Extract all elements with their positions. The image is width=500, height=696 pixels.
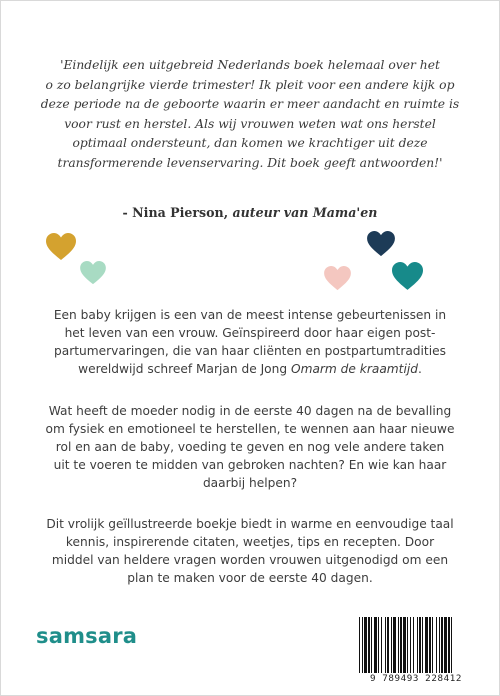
barcode-bar (413, 617, 414, 673)
heart-shape (367, 231, 395, 256)
publisher-logo: samsara (36, 624, 138, 648)
barcode-bar (387, 617, 389, 673)
barcode-bar (407, 617, 408, 679)
barcode-bar (417, 617, 418, 673)
barcode-bar (393, 617, 396, 673)
paragraph-line: Dit vrolijk geïllustreerde boekje biedt in warme en eenvoudige taal (46, 517, 454, 531)
quote-line: voor rust en herstel. Als wij vrouwen weten wat ons herstel (64, 116, 436, 131)
barcode-bar (378, 617, 379, 673)
book-title: Omarm de kraamtijd (290, 362, 418, 376)
barcode-bar (371, 617, 372, 673)
paragraph-text: wereldwijd schreef Marjan de Jong (78, 362, 291, 376)
heart-teal-icon (392, 262, 423, 291)
barcode (357, 617, 475, 681)
blurb-paragraph-1 (44, 306, 456, 378)
quote-line: deze periode na de geboorte waarin er meer aandacht en ruimte is (40, 97, 460, 111)
barcode-bar (451, 617, 452, 679)
barcode-bar (436, 617, 437, 673)
paragraph-line: Een baby krijgen is een van de meest intense gebeurtenissen in (53, 308, 447, 322)
heart-shape (46, 233, 76, 260)
barcode-bar (429, 617, 431, 673)
quote-line: transformerende levenservaring. Dit boek geeft antwoorden!' (57, 155, 443, 170)
barcode-bar (400, 617, 402, 673)
barcode-bar (374, 617, 377, 673)
paragraph-line: uit te voeren te midden van gebroken nachten? En wie kan haar (53, 458, 447, 472)
blurb-paragraph-3 (44, 515, 456, 587)
barcode-bar (364, 617, 367, 673)
barcode-bar (422, 617, 423, 673)
paragraph-line (44, 360, 456, 378)
paragraph-line: daarbij helpen? (202, 476, 298, 490)
barcode-bar (432, 617, 433, 673)
heart-shape (324, 266, 351, 290)
attribution-role: auteur van Mama'en (232, 205, 378, 220)
paragraph-line: kennis, inspirerende citaten, weetjes, tips en recepten. Door (65, 535, 435, 549)
barcode-bar (448, 617, 450, 673)
quote-line: o zo belangrijke vierde trimester! Ik pleit voor een andere kijk op (45, 77, 455, 92)
heart-shape (80, 261, 106, 284)
quote-attribution (40, 205, 460, 220)
barcode-bar (359, 617, 360, 679)
barcode-bar (403, 617, 406, 673)
barcode-bar (419, 617, 421, 673)
paragraph-line: partumervaringen, die van haar cliënten en postpartumtradities (54, 344, 446, 358)
back-cover-quote (40, 56, 460, 173)
barcode-bar (362, 617, 363, 679)
quote-line: optimaal ondersteunt, dan komen we krachtiger uit deze (72, 136, 428, 150)
barcode-bar (368, 617, 370, 673)
barcode-bar (439, 617, 440, 673)
barcode-digits: 9 789493 228412 (357, 673, 475, 684)
barcode-bar (381, 617, 382, 673)
barcode-bar (398, 617, 399, 673)
paragraph-line: het leven van een vrouw. Geïnspireerd door haar eigen post- (64, 326, 436, 340)
blurb-paragraph-2 (44, 402, 456, 492)
paragraph-line: plan te maken voor de eerste 40 dagen. (127, 571, 373, 585)
heart-mustard-icon (46, 233, 76, 261)
barcode-bar (444, 617, 447, 673)
barcode-bar (441, 617, 443, 673)
paragraph-line: om fysiek en emotioneel te herstellen, te wennen aan haar nieuwe (45, 422, 455, 436)
paragraph-line: Wat heeft de moeder nodig in de eerste 40 dagen na de bevalling (48, 404, 452, 418)
barcode-bar (425, 617, 428, 673)
heart-shape (392, 262, 423, 290)
quote-line: 'Eindelijk een uitgebreid Nederlands boek helemaal over het (60, 58, 440, 72)
barcode-bar (385, 617, 386, 673)
heart-mint-icon (80, 261, 106, 285)
barcode-bar (391, 617, 392, 673)
attribution-author: - Nina Pierson, (122, 205, 233, 220)
barcode-bar (410, 617, 411, 673)
paragraph-text: . (417, 362, 422, 376)
heart-pink-icon (324, 266, 351, 291)
paragraph-line: rol en aan de baby, voeding te geven en nog vele andere taken (55, 440, 445, 454)
paragraph-line: middel van heldere vragen worden vrouwen uitgenodigd om een (51, 553, 449, 567)
heart-navy-icon (367, 231, 395, 257)
